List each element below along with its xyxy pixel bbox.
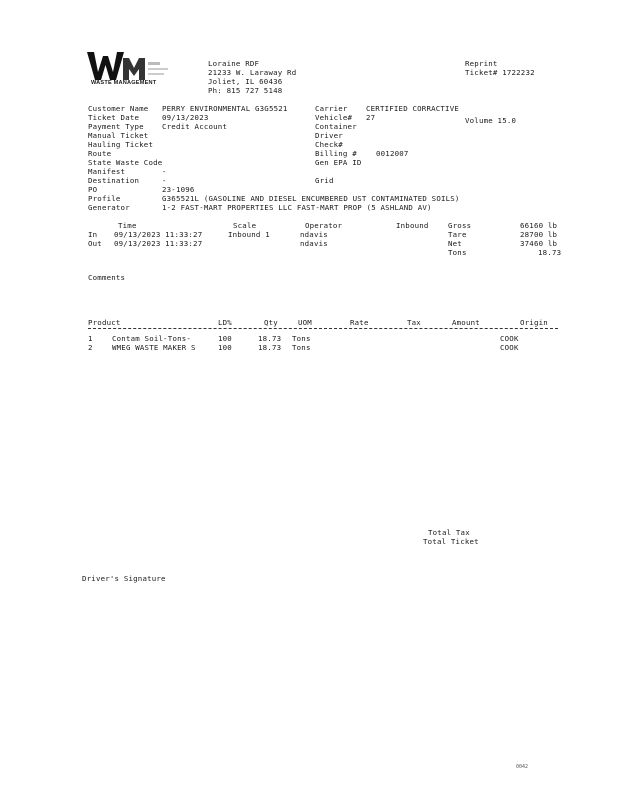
weigh-header-scale: Scale <box>233 221 257 230</box>
product-row-2-origin: COOK <box>500 343 519 352</box>
weigh-in-operator: ndavis <box>300 230 328 239</box>
product-row-2-ld: 100 <box>218 343 232 352</box>
hauling-ticket-label: Hauling Ticket <box>88 140 154 149</box>
manual-ticket-label: Manual Ticket <box>88 131 149 140</box>
product-row-1-no: 1 <box>88 334 93 343</box>
weigh-out-dir: Out <box>88 239 102 248</box>
weigh-in-scale: Inbound 1 <box>228 230 270 239</box>
profile-label: Profile <box>88 194 121 203</box>
tons-value: 18.73 <box>538 248 562 257</box>
brand-name: WASTE MANAGEMENT <box>91 80 157 86</box>
tare-value: 28700 lb <box>520 230 558 239</box>
vehicle-label: Vehicle# <box>315 113 353 122</box>
billing-value: 0012007 <box>376 149 409 158</box>
weigh-header-inbound: Inbound <box>396 221 429 230</box>
driver-label: Driver <box>315 131 343 140</box>
gross-label: Gross <box>448 221 472 230</box>
po-value: 23-1096 <box>162 185 195 194</box>
qty-header: Qty <box>264 318 278 327</box>
product-row-1-ld: 100 <box>218 334 232 343</box>
ld-header: LD% <box>218 318 232 327</box>
payment-type-value: Credit Account <box>162 122 228 131</box>
product-header: Product <box>88 318 121 327</box>
customer-name-label: Customer Name <box>88 104 149 113</box>
volume-value: Volume 15.0 <box>465 116 517 125</box>
manifest-label: Manifest <box>88 167 126 176</box>
billing-label: Billing # <box>315 149 357 158</box>
site-line-4: Ph: 815 727 5148 <box>208 86 283 95</box>
customer-name-value: PERRY ENVIRONMENTAL G3G5521 <box>162 104 288 113</box>
weigh-out-operator: ndavis <box>300 239 328 248</box>
ticket-date-label: Ticket Date <box>88 113 140 122</box>
destination-label: Destination <box>88 176 140 185</box>
generator-value: 1-2 FAST-MART PROPERTIES LLC FAST-MART PROP (5 ASHLAND AV) <box>162 203 432 212</box>
weigh-header-time: Time <box>118 221 137 230</box>
weigh-in-dir: In <box>88 230 98 239</box>
site-line-2: 21233 W. Laraway Rd <box>208 68 297 77</box>
grid-label: Grid <box>315 176 334 185</box>
comments-label: Comments <box>88 273 126 282</box>
uom-header: UOM <box>298 318 312 327</box>
reprint-label: Reprint <box>465 59 498 68</box>
product-row-1-origin: COOK <box>500 334 519 343</box>
container-label: Container <box>315 122 357 131</box>
origin-header: Origin <box>520 318 548 327</box>
tare-label: Tare <box>448 230 467 239</box>
site-line-3: Joliet, IL 60436 <box>208 77 283 86</box>
carrier-value: CERTIFIED CORRACTIVE <box>366 104 459 113</box>
generator-label: Generator <box>88 203 130 212</box>
site-line-1: Loraine RDF <box>208 59 260 68</box>
rate-header: Rate <box>350 318 369 327</box>
tax-header: Tax <box>407 318 421 327</box>
product-row-2-no: 2 <box>88 343 93 352</box>
profile-value: G365521L (GASOLINE AND DIESEL ENCUMBERED UST CONTAMINATED SOILS) <box>162 194 460 203</box>
page-code: 0042 <box>516 764 529 770</box>
product-row-1-qty: 18.73 <box>258 334 282 343</box>
manifest-value: - <box>162 167 167 176</box>
product-header-rule <box>88 328 558 329</box>
product-row-2-uom: Tons <box>292 343 311 352</box>
destination-value: - <box>162 176 167 185</box>
route-label: Route <box>88 149 112 158</box>
weigh-header-operator: Operator <box>305 221 343 230</box>
amount-header: Amount <box>452 318 480 327</box>
payment-type-label: Payment Type <box>88 122 144 131</box>
po-label: PO <box>88 185 98 194</box>
product-row-1-name: Contam Soil-Tons- <box>112 334 192 343</box>
total-ticket-label: Total Ticket <box>423 537 479 546</box>
total-tax-label: Total Tax <box>428 528 470 537</box>
gen-epa-id-label: Gen EPA ID <box>315 158 362 167</box>
product-row-1-uom: Tons <box>292 334 311 343</box>
product-row-2-qty: 18.73 <box>258 343 282 352</box>
tons-label: Tons <box>448 248 467 257</box>
vehicle-value: 27 <box>366 113 376 122</box>
ticket-date-value: 09/13/2023 <box>162 113 209 122</box>
carrier-label: Carrier <box>315 104 348 113</box>
logo-w-glyph <box>87 52 124 80</box>
logo-m-glyph <box>123 58 145 80</box>
weigh-out-time: 09/13/2023 11:33:27 <box>114 239 203 248</box>
check-label: Check# <box>315 140 343 149</box>
net-label: Net <box>448 239 462 248</box>
ticket-number: Ticket# 1722232 <box>465 68 535 77</box>
product-row-2-name: WMEG WASTE MAKER S <box>112 343 196 352</box>
state-waste-code-label: State Waste Code <box>88 158 163 167</box>
net-value: 37460 lb <box>520 239 558 248</box>
gross-value: 66160 lb <box>520 221 558 230</box>
weigh-in-time: 09/13/2023 11:33:27 <box>114 230 203 239</box>
driver-signature-label: Driver's Signature <box>82 574 166 583</box>
